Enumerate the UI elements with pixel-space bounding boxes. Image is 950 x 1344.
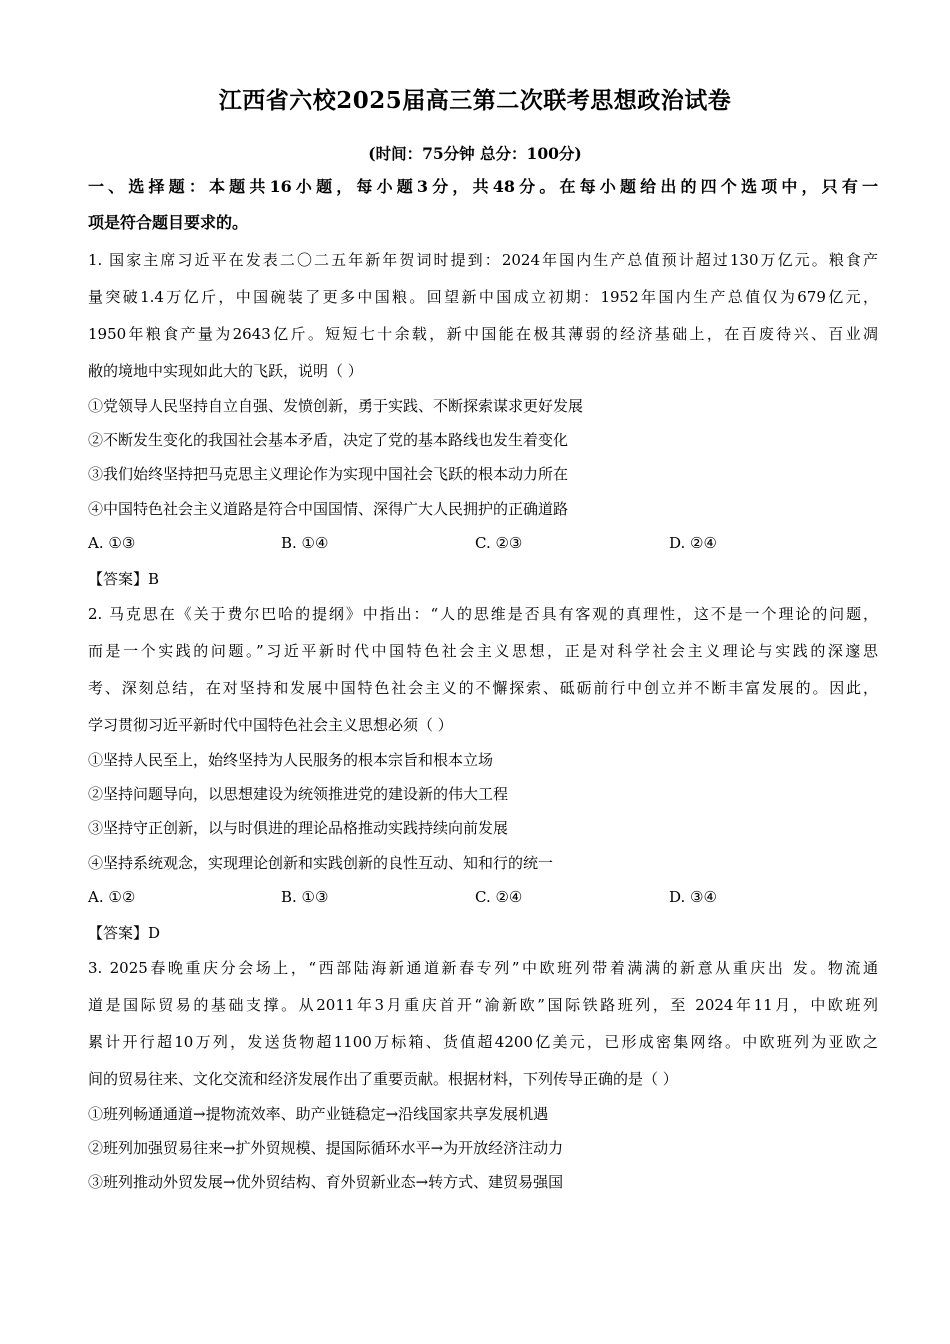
q1-stem-line: 敝的境地中实现如此大的飞跃，说明（ ） [88,362,363,380]
q3-stem-line: 间的贸易往来、文化交流和经济发展作出了重要贡献。根据材料，下列传导正确的是（ ） [88,1070,678,1088]
q1-option-4: ④中国特色社会主义道路是符合中国国情、深得广大人民拥护的正确道路 [88,500,569,518]
q1-stem-line: 量突破1.4万亿斤，中国碗装了更多中国粮。回望新中国成立初期：1952年国内生产总值仅为679亿元， [88,288,878,306]
q2-option-3: ③坚持守正创新，以与时俱进的理论品格推动实践持续向前发展 [88,819,509,837]
section-heading-line-1: 一、选择题：本题共16小题，每小题3分，共48分。在每小题给出的四个选项中，只有一 [88,177,878,196]
q1-choice-a: A. ①③ [88,534,136,552]
q1-choice-c: C. ②③ [475,534,523,552]
q2-choice-b: B. ①③ [281,888,329,906]
q2-stem-line: 考、深刻总结，在对坚持和发展中国特色社会主义的不懈探索、砥砺前行中创立并不断丰富发展的。因此， [88,679,878,697]
q3-stem-line: 3. 2025春晚重庆分会场上，“西部陆海新通道新春专列”中欧班列带着满满的新意从重庆出 发。物流通 [88,959,878,977]
q2-stem-line: 2. 马克思在《关于费尔巴哈的提纲》中指出：“人的思维是否具有客观的真理性，这不是一个理论的问题， [88,605,878,623]
q3-option-3: ③班列推动外贸发展→优外贸结构、育外贸新业态→转方式、建贸易强国 [88,1173,564,1191]
q2-choice-d: D. ③④ [669,888,717,906]
q1-option-1: ①党领导人民坚持自立自强、发愤创新，勇于实践、不断探索谋求更好发展 [88,397,584,415]
q2-answer: 【答案】D [88,924,161,942]
q1-choice-d: D. ②④ [669,534,717,552]
q3-option-2: ②班列加强贸易往来→扩外贸规模、提国际循环水平→为开放经济注动力 [88,1139,564,1157]
q3-option-1: ①班列畅通通道→提物流效率、助产业链稳定→沿线国家共享发展机遇 [88,1105,549,1123]
q1-stem-line: 1. 国家主席习近平在发表二〇二五年新年贺词时提到：2024年国内生产总值预计超过130万亿元。粮食产 [88,251,878,269]
q1-stem-line: 1950年粮食产量为2643亿斤。短短七十余载，新中国能在极其薄弱的经济基础上，在百废待兴、百业凋 [88,325,878,343]
q2-choice-a: A. ①② [88,888,136,906]
q1-option-2: ②不断发生变化的我国社会基本矛盾，决定了党的基本路线也发生着变化 [88,431,569,449]
q1-option-3: ③我们始终坚持把马克思主义理论作为实现中国社会飞跃的根本动力所在 [88,465,569,483]
q2-stem-line: 而是一个实践的问题。”习近平新时代中国特色社会主义思想，正是对科学社会主义理论与实践的深邃思 [88,642,878,660]
q2-option-1: ①坚持人民至上，始终坚持为人民服务的根本宗旨和根本立场 [88,751,494,769]
q2-option-2: ②坚持问题导向，以思想建设为统领推进党的建设新的伟大工程 [88,785,509,803]
q1-answer: 【答案】B [88,570,160,588]
exam-title: 江西省六校2025届高三第二次联考思想政治试卷 [218,87,732,114]
q3-stem-line: 累计开行超10万列，发送货物超1100万标箱、货值超4200亿美元，已形成密集网络。中欧班列为亚欧之 [88,1033,878,1051]
q3-stem-line: 道是国际贸易的基础支撑。从2011年3月重庆首开“渝新欧”国际铁路班列，至 2024年11月，中欧班列 [88,996,878,1014]
q1-choice-b: B. ①④ [281,534,329,552]
section-heading-line-2: 项是符合题目要求的。 [88,213,249,232]
q2-stem-line: 学习贯彻习近平新时代中国特色社会主义思想必须（ ） [88,716,453,734]
exam-time-score: (时间：75分钟 总分：100分) [368,144,582,163]
q2-option-4: ④坚持系统观念，实现理论创新和实践创新的良性互动、知和行的统一 [88,854,554,872]
q2-choice-c: C. ②④ [475,888,523,906]
